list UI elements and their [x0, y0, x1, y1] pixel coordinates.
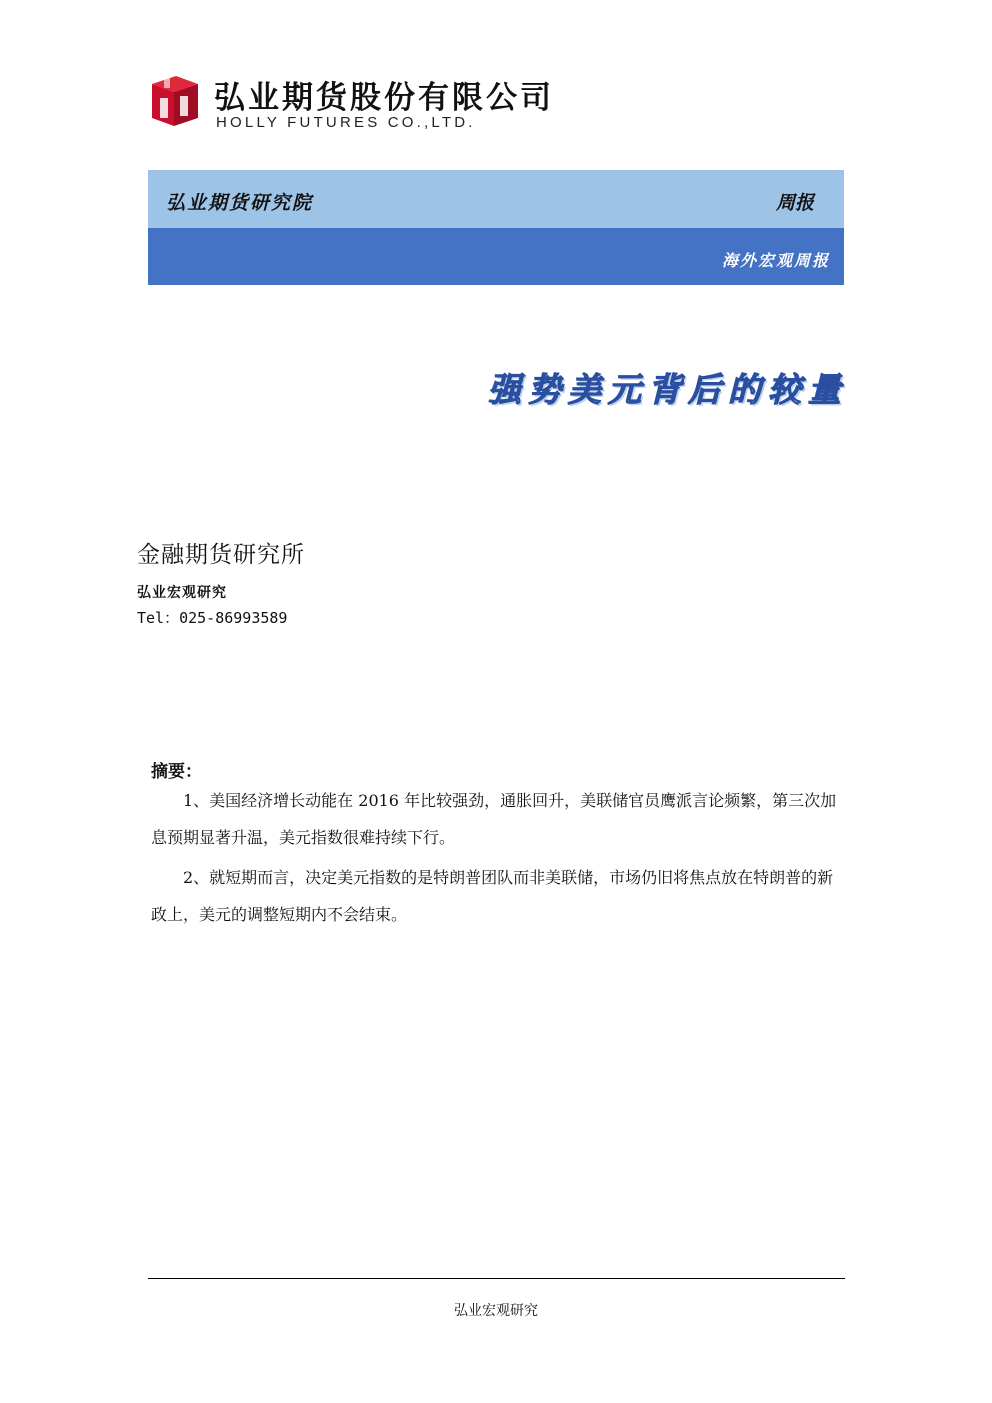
- report-category-label: 海外宏观周报: [721, 251, 830, 270]
- abstract-paragraph-2: 2、就短期而言，决定美元指数的是特朗普团队而非美联储，市场仍旧将焦点放在特朗普的新政上，美元的调整短期内不会结束。: [151, 868, 834, 924]
- holly-cube-logo-icon: [150, 70, 200, 128]
- company-logo: [150, 68, 554, 134]
- abstract-paragraph-1: 1、美国经济增长动能在 2016 年比较强劲，通胀回升，美联储官员鹰派言论频繁，第三次加息预期显著升温，美元指数很难持续下行。: [151, 791, 837, 847]
- institute-label: 弘业期货研究院: [166, 192, 314, 214]
- report-type-label: 周报: [775, 192, 814, 214]
- report-category-band: [148, 228, 844, 285]
- company-name-cn: 弘业期货股份有限公司: [214, 80, 554, 116]
- author-team: 弘业宏观研究: [137, 585, 227, 601]
- company-name-en: HOLLY FUTURES CO.,LTD.: [216, 114, 476, 131]
- footer-text: 弘业宏观研究: [454, 1303, 538, 1319]
- report-header-band: [148, 170, 844, 228]
- author-institute: 金融期货研究所: [137, 542, 305, 568]
- report-title: 强势美元背后的较量: [488, 370, 848, 409]
- abstract-heading: 摘要：: [151, 762, 202, 782]
- author-phone: Tel：025-86993589: [137, 609, 288, 627]
- footer-divider: [148, 1278, 845, 1279]
